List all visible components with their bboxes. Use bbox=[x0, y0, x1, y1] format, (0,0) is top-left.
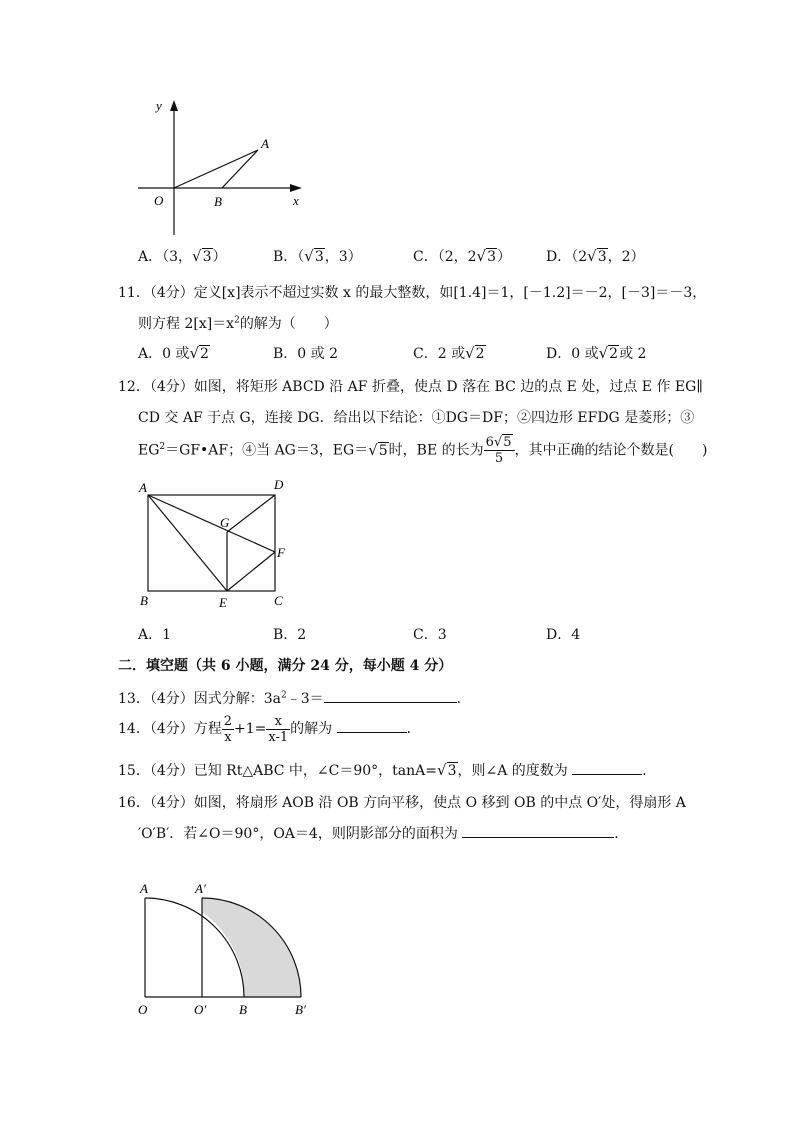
rectangle-fold-figure bbox=[135, 475, 295, 610]
segment-ae bbox=[148, 495, 227, 591]
q16-line2: ′O′B′．若∠O＝90°，OA＝4，则阴影部分的面积为 ． bbox=[138, 823, 628, 843]
q11-option-d: D．0 或√2或 2 bbox=[546, 344, 647, 362]
q11-option-b: B．0 或 2 bbox=[273, 346, 339, 362]
q12-line2: CD 交 AF 于点 G，连接 DG．给出以下结论：①DG＝DF；②四边形 EFDG 是菱形；③ bbox=[138, 410, 695, 426]
q11-option-c: C．2 或√2 bbox=[413, 344, 485, 362]
y-axis-arrow bbox=[170, 100, 178, 111]
label-o: O bbox=[154, 193, 164, 208]
segment-af bbox=[148, 495, 275, 552]
segment-ef bbox=[227, 552, 275, 591]
label-a-prime: A′ bbox=[195, 881, 206, 896]
sector-translation-figure bbox=[132, 875, 332, 1025]
label-a: A bbox=[139, 480, 147, 495]
answer-blank bbox=[572, 760, 642, 775]
segment-ab bbox=[222, 150, 258, 188]
q16-line1: 16．（4分）如图，将扇形 AOB 沿 OB 方向平移，使点 O 移到 OB 的中点 O′处，得扇形 A bbox=[118, 795, 686, 811]
label-e: E bbox=[219, 595, 227, 610]
label-d: D bbox=[274, 477, 284, 492]
answer-blank bbox=[324, 688, 457, 703]
q10-option-d: D．（2√3，2） bbox=[546, 247, 645, 265]
q11-line2: 则方程 $2[x]=x^2$的解为（ ） bbox=[138, 315, 338, 332]
q15: 15．（4分）已知 Rt△ABC 中，∠C＝90°，tanA=√3，则∠A 的度数为 ． bbox=[118, 761, 657, 779]
q12-option-c: C．3 bbox=[413, 627, 447, 643]
label-y: y bbox=[156, 98, 162, 113]
segment-dg bbox=[227, 495, 275, 532]
label-x: x bbox=[293, 193, 299, 208]
label-a: A bbox=[261, 136, 269, 151]
answer-blank bbox=[462, 823, 614, 838]
q12-line3: $EG^2=GF•AF$；④当 AG＝3，EG＝√5时，BE 的长为 $\frac{6√5}{5}$ ，其中正确的结论个数是( ) bbox=[138, 435, 708, 467]
radicand: 3 bbox=[202, 249, 212, 265]
q12-line1: 12．（4分）如图，将矩形 ABCD 沿 AF 折叠，使点 D 落在 BC 边的点 E 处，过点 E 作 EG∥ bbox=[118, 379, 703, 395]
segment-oa bbox=[174, 150, 258, 188]
label-o-prime: O′ bbox=[194, 1002, 207, 1017]
q11-option-a: A．0 或√2 bbox=[138, 344, 209, 362]
section-heading: 二．填空题（共 6 小题，满分 24 分，每小题 4 分） bbox=[118, 658, 453, 674]
x-axis-arrow bbox=[290, 184, 302, 192]
label-b: B bbox=[239, 1002, 247, 1017]
label-f: F bbox=[277, 545, 285, 560]
q11-line1: 11．（4分）定义[x]表示不超过实数 x 的最大整数，如[1.4]＝1，[－1.2]＝－2，[－3]＝－3， bbox=[118, 285, 707, 301]
label-o: O bbox=[138, 1002, 148, 1017]
q10-option-a: A．（3，√3） bbox=[138, 247, 227, 265]
q10-option-c: C．（2，2√3） bbox=[413, 247, 512, 265]
q12-option-a: A．1 bbox=[138, 627, 172, 643]
label-a: A bbox=[140, 881, 148, 896]
q13: 13．（4分）因式分解：$3a^2﹣3=$ ． bbox=[118, 688, 471, 708]
shaded-region bbox=[202, 898, 301, 997]
answer-blank bbox=[337, 718, 407, 733]
label-b: B bbox=[140, 593, 148, 608]
label-b-prime: B′ bbox=[295, 1002, 306, 1017]
q10-option-b: B．（√3，3） bbox=[273, 247, 362, 265]
label-b: B bbox=[214, 194, 222, 209]
q14: 14．（4分）方程 $\frac{2}{x}$ +1= $\frac{x}{x-1}$ 的解为 ． bbox=[118, 713, 421, 745]
q12-option-b: B．2 bbox=[273, 627, 307, 643]
q12-option-d: D．4 bbox=[546, 627, 581, 643]
coordinate-figure bbox=[130, 95, 320, 240]
fraction: $\frac{6√5}{5}$ bbox=[484, 435, 515, 466]
label-c: C bbox=[274, 593, 283, 608]
label-g: G bbox=[220, 515, 230, 530]
